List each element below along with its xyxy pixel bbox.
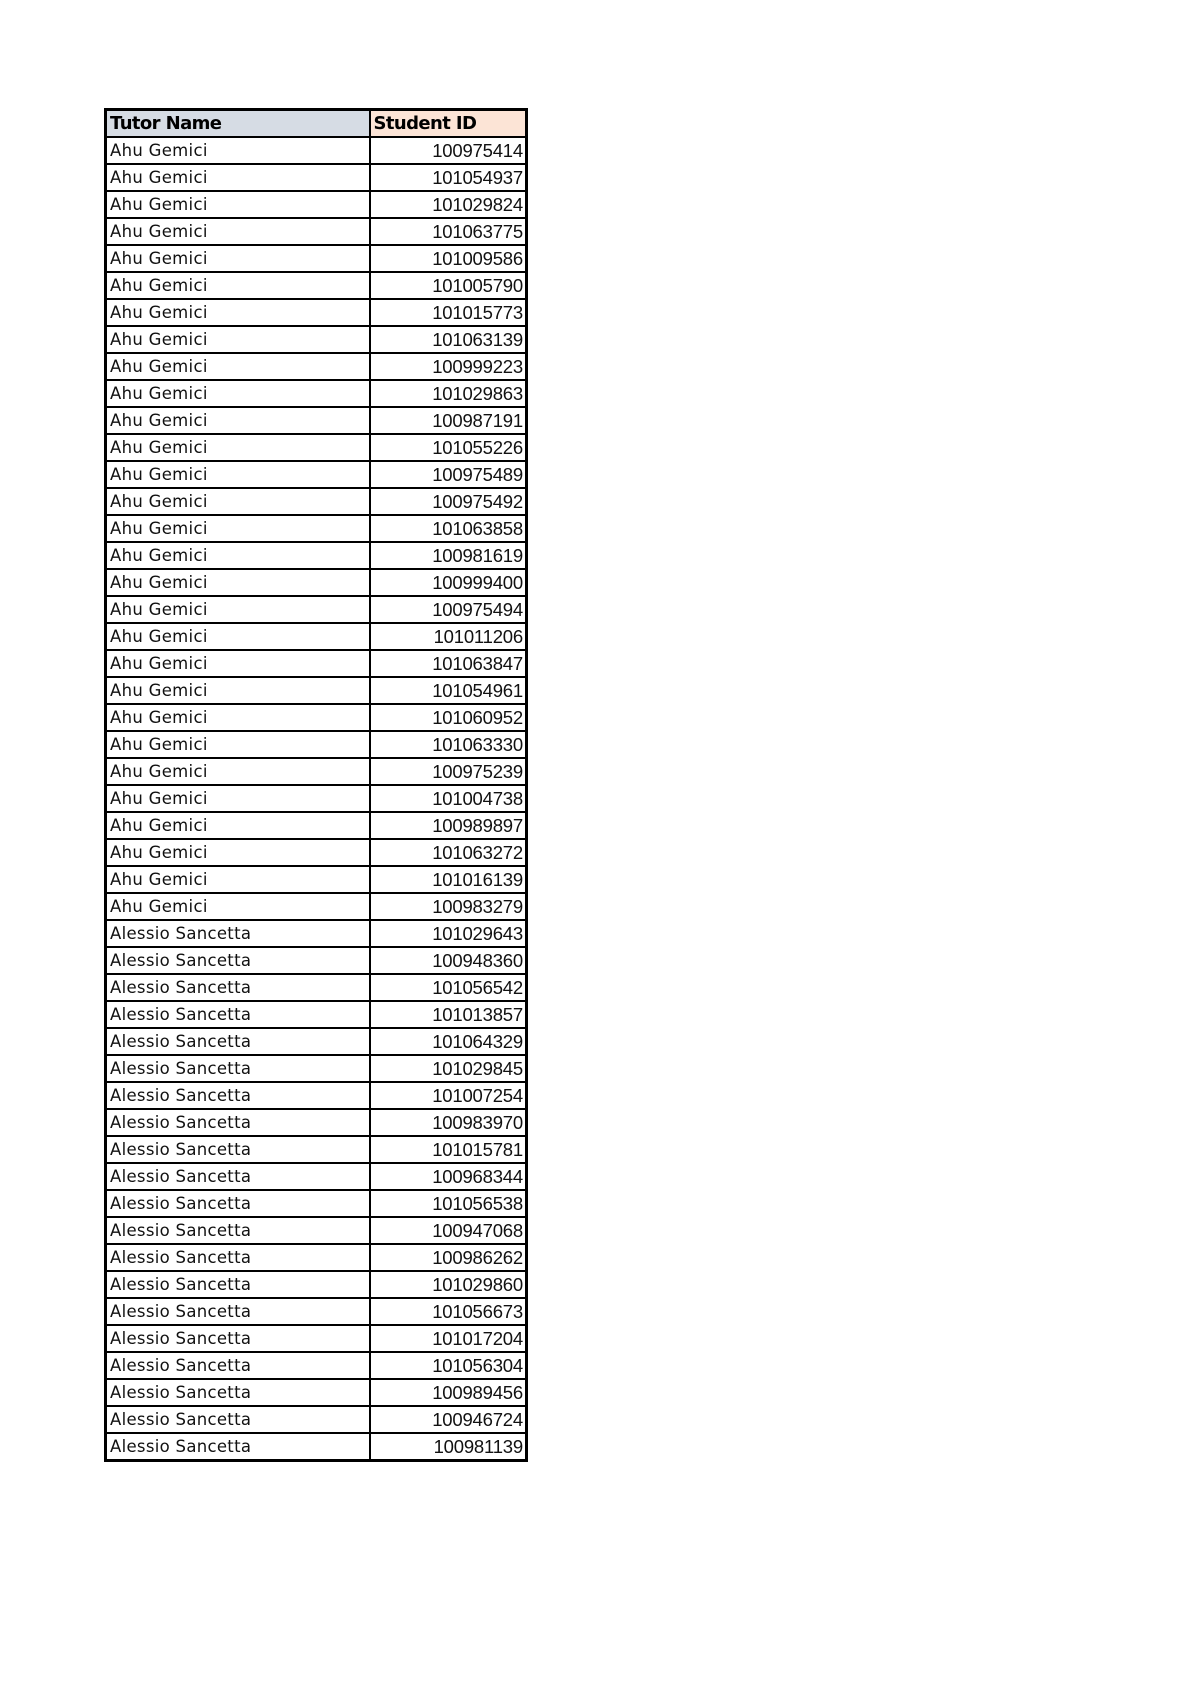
tutor-name-cell: Alessio Sancetta bbox=[106, 1325, 370, 1352]
tutor-name-cell: Alessio Sancetta bbox=[106, 920, 370, 947]
tutor-name-cell: Ahu Gemici bbox=[106, 542, 370, 569]
tutor-name-cell: Ahu Gemici bbox=[106, 299, 370, 326]
table-row bbox=[106, 137, 527, 164]
table-row bbox=[106, 1271, 527, 1298]
student-id-cell: 100975489 bbox=[370, 461, 527, 488]
tutor-name-cell: Ahu Gemici bbox=[106, 650, 370, 677]
table-row bbox=[106, 1433, 527, 1461]
student-id-cell: 101063775 bbox=[370, 218, 527, 245]
table-row bbox=[106, 1190, 527, 1217]
tutor-name-cell: Ahu Gemici bbox=[106, 704, 370, 731]
student-id-cell: 100948360 bbox=[370, 947, 527, 974]
student-id-cell: 101063330 bbox=[370, 731, 527, 758]
table-row bbox=[106, 893, 527, 920]
tutor-name-cell: Alessio Sancetta bbox=[106, 947, 370, 974]
tutor-name-cell: Alessio Sancetta bbox=[106, 1082, 370, 1109]
table-row bbox=[106, 839, 527, 866]
table-row bbox=[106, 272, 527, 299]
tutor-name-cell: Ahu Gemici bbox=[106, 137, 370, 164]
student-id-cell: 101013857 bbox=[370, 1001, 527, 1028]
tutor-name-cell: Alessio Sancetta bbox=[106, 1109, 370, 1136]
student-id-cell: 101056542 bbox=[370, 974, 527, 1001]
tutor-name-cell: Ahu Gemici bbox=[106, 461, 370, 488]
table-row bbox=[106, 1406, 527, 1433]
student-id-cell: 100975414 bbox=[370, 137, 527, 164]
student-id-cell: 100975239 bbox=[370, 758, 527, 785]
student-id-cell: 101063847 bbox=[370, 650, 527, 677]
student-id-cell: 100975494 bbox=[370, 596, 527, 623]
student-id-cell: 100981139 bbox=[433, 1436, 523, 1457]
table-row bbox=[106, 218, 527, 245]
student-id-cell: 101056538 bbox=[370, 1190, 527, 1217]
tutor-name-cell: Ahu Gemici bbox=[106, 596, 370, 623]
table-row bbox=[106, 731, 527, 758]
tutor-name-cell: Alessio Sancetta bbox=[106, 1406, 370, 1433]
header-tutor-name: Tutor Name bbox=[106, 110, 370, 138]
student-id-cell: 100981619 bbox=[370, 542, 527, 569]
student-id-cell: 101029824 bbox=[370, 191, 527, 218]
table-row bbox=[106, 1244, 527, 1271]
table-row bbox=[106, 785, 527, 812]
student-id-cell: 101005790 bbox=[370, 272, 527, 299]
table-row bbox=[106, 596, 527, 623]
table-row bbox=[106, 704, 527, 731]
student-id-cell: 100986262 bbox=[370, 1244, 527, 1271]
table-row bbox=[106, 353, 527, 380]
tutor-name-cell: Alessio Sancetta bbox=[106, 1271, 370, 1298]
tutor-name-cell: Alessio Sancetta bbox=[106, 1244, 370, 1271]
tutor-name-cell: Ahu Gemici bbox=[106, 731, 370, 758]
tutor-name-cell: Alessio Sancetta bbox=[106, 1298, 370, 1325]
tutor-name-cell: Ahu Gemici bbox=[106, 677, 370, 704]
student-id-cell: 100987191 bbox=[370, 407, 527, 434]
table-row bbox=[106, 1298, 527, 1325]
tutor-name-cell: Ahu Gemici bbox=[106, 488, 370, 515]
student-id-cell: 101029845 bbox=[370, 1055, 527, 1082]
tutor-name-cell: Alessio Sancetta bbox=[106, 1136, 370, 1163]
tutor-name-cell: Alessio Sancetta bbox=[106, 1028, 370, 1055]
table-row bbox=[106, 1136, 527, 1163]
tutor-name-cell: Ahu Gemici bbox=[106, 812, 370, 839]
student-id-cell: 101063139 bbox=[370, 326, 527, 353]
student-id-cell: 101015781 bbox=[370, 1136, 527, 1163]
tutor-name-cell: Alessio Sancetta bbox=[106, 1055, 370, 1082]
table-row bbox=[106, 1001, 527, 1028]
tutor-name-cell: Ahu Gemici bbox=[106, 785, 370, 812]
student-id-cell: 101063272 bbox=[370, 839, 527, 866]
table-row bbox=[106, 164, 527, 191]
table-row bbox=[106, 1028, 527, 1055]
student-id-cell: 101007254 bbox=[370, 1082, 527, 1109]
student-id-cell: 101029643 bbox=[370, 920, 527, 947]
table-row bbox=[106, 299, 527, 326]
student-id-cell: 101055226 bbox=[370, 434, 527, 461]
student-id-cell: 100989456 bbox=[370, 1379, 527, 1406]
tutor-student-table bbox=[104, 108, 528, 1462]
student-id-cell: 100947068 bbox=[370, 1217, 527, 1244]
tutor-name-cell: Ahu Gemici bbox=[106, 893, 370, 920]
table-row bbox=[106, 866, 527, 893]
table-row bbox=[106, 326, 527, 353]
tutor-name-cell: Alessio Sancetta bbox=[106, 1379, 370, 1406]
tutor-name-cell: Ahu Gemici bbox=[106, 434, 370, 461]
table-row bbox=[106, 434, 527, 461]
header-student-id: Student ID bbox=[370, 110, 527, 138]
student-id-cell: 100999223 bbox=[370, 353, 527, 380]
tutor-name-cell: Ahu Gemici bbox=[106, 407, 370, 434]
student-id-cell: 101029863 bbox=[370, 380, 527, 407]
tutor-name-cell: Ahu Gemici bbox=[106, 623, 370, 650]
table-row bbox=[106, 407, 527, 434]
table-row bbox=[106, 1055, 527, 1082]
student-id-cell: 101056673 bbox=[370, 1298, 527, 1325]
student-id-cell: 101060952 bbox=[370, 704, 527, 731]
table-row bbox=[106, 758, 527, 785]
student-id-cell: 101016139 bbox=[370, 866, 527, 893]
table-row bbox=[106, 515, 527, 542]
student-id-cell: 101004738 bbox=[370, 785, 527, 812]
table-row bbox=[106, 920, 527, 947]
student-id-cell: 101011206 bbox=[370, 623, 527, 650]
student-id-cell: 101054961 bbox=[370, 677, 527, 704]
table-row bbox=[106, 1082, 527, 1109]
tutor-name-cell: Ahu Gemici bbox=[106, 353, 370, 380]
tutor-name-cell: Alessio Sancetta bbox=[106, 1433, 370, 1461]
tutor-name-cell: Alessio Sancetta bbox=[106, 974, 370, 1001]
tutor-name-cell: Alessio Sancetta bbox=[106, 1163, 370, 1190]
tutor-name-cell: Ahu Gemici bbox=[106, 326, 370, 353]
tutor-name-cell: Ahu Gemici bbox=[106, 515, 370, 542]
student-id-cell: 101015773 bbox=[370, 299, 527, 326]
table-row bbox=[106, 245, 527, 272]
tutor-name-cell: Alessio Sancetta bbox=[106, 1001, 370, 1028]
student-id-cell: 100983279 bbox=[370, 893, 527, 920]
table-row bbox=[106, 1379, 527, 1406]
table-row bbox=[106, 191, 527, 218]
student-id-cell: 101009586 bbox=[370, 245, 527, 272]
tutor-name-cell: Ahu Gemici bbox=[106, 245, 370, 272]
tutor-name-cell: Ahu Gemici bbox=[106, 272, 370, 299]
student-id-cell: 101054937 bbox=[370, 164, 527, 191]
table-body bbox=[106, 137, 527, 1461]
table-row bbox=[106, 380, 527, 407]
table-row bbox=[106, 1163, 527, 1190]
table-row bbox=[106, 1109, 527, 1136]
table-row bbox=[106, 1325, 527, 1352]
tutor-name-cell: Ahu Gemici bbox=[106, 866, 370, 893]
student-id-cell: 101063858 bbox=[370, 515, 527, 542]
tutor-name-cell: Ahu Gemici bbox=[106, 380, 370, 407]
student-id-cell: 100946724 bbox=[370, 1406, 527, 1433]
tutor-name-cell: Alessio Sancetta bbox=[106, 1190, 370, 1217]
tutor-name-cell: Ahu Gemici bbox=[106, 164, 370, 191]
table-row bbox=[106, 1217, 527, 1244]
tutor-name-cell: Alessio Sancetta bbox=[106, 1352, 370, 1379]
student-id-cell: 101064329 bbox=[370, 1028, 527, 1055]
table-row bbox=[106, 569, 527, 596]
student-id-cell: 100975492 bbox=[370, 488, 527, 515]
student-id-cell: 101017204 bbox=[370, 1325, 527, 1352]
table-row bbox=[106, 488, 527, 515]
student-id-cell: 100968344 bbox=[370, 1163, 527, 1190]
student-id-cell: 101056304 bbox=[370, 1352, 527, 1379]
table-header-row bbox=[106, 110, 527, 138]
tutor-name-cell: Ahu Gemici bbox=[106, 569, 370, 596]
tutor-name-cell: Ahu Gemici bbox=[106, 839, 370, 866]
student-id-cell: 101029860 bbox=[370, 1271, 527, 1298]
tutor-name-cell: Ahu Gemici bbox=[106, 191, 370, 218]
table-row bbox=[106, 974, 527, 1001]
tutor-name-cell: Ahu Gemici bbox=[106, 218, 370, 245]
table-row bbox=[106, 623, 527, 650]
table-row bbox=[106, 650, 527, 677]
table-row bbox=[106, 1352, 527, 1379]
table-row bbox=[106, 677, 527, 704]
student-id-cell: 100983970 bbox=[370, 1109, 527, 1136]
tutor-name-cell: Ahu Gemici bbox=[106, 758, 370, 785]
table-row bbox=[106, 812, 527, 839]
tutor-name-cell: Alessio Sancetta bbox=[106, 1217, 370, 1244]
student-id-cell: 100989897 bbox=[370, 812, 527, 839]
table-row bbox=[106, 461, 527, 488]
student-id-cell: 100999400 bbox=[370, 569, 527, 596]
table-row bbox=[106, 947, 527, 974]
table-row bbox=[106, 542, 527, 569]
